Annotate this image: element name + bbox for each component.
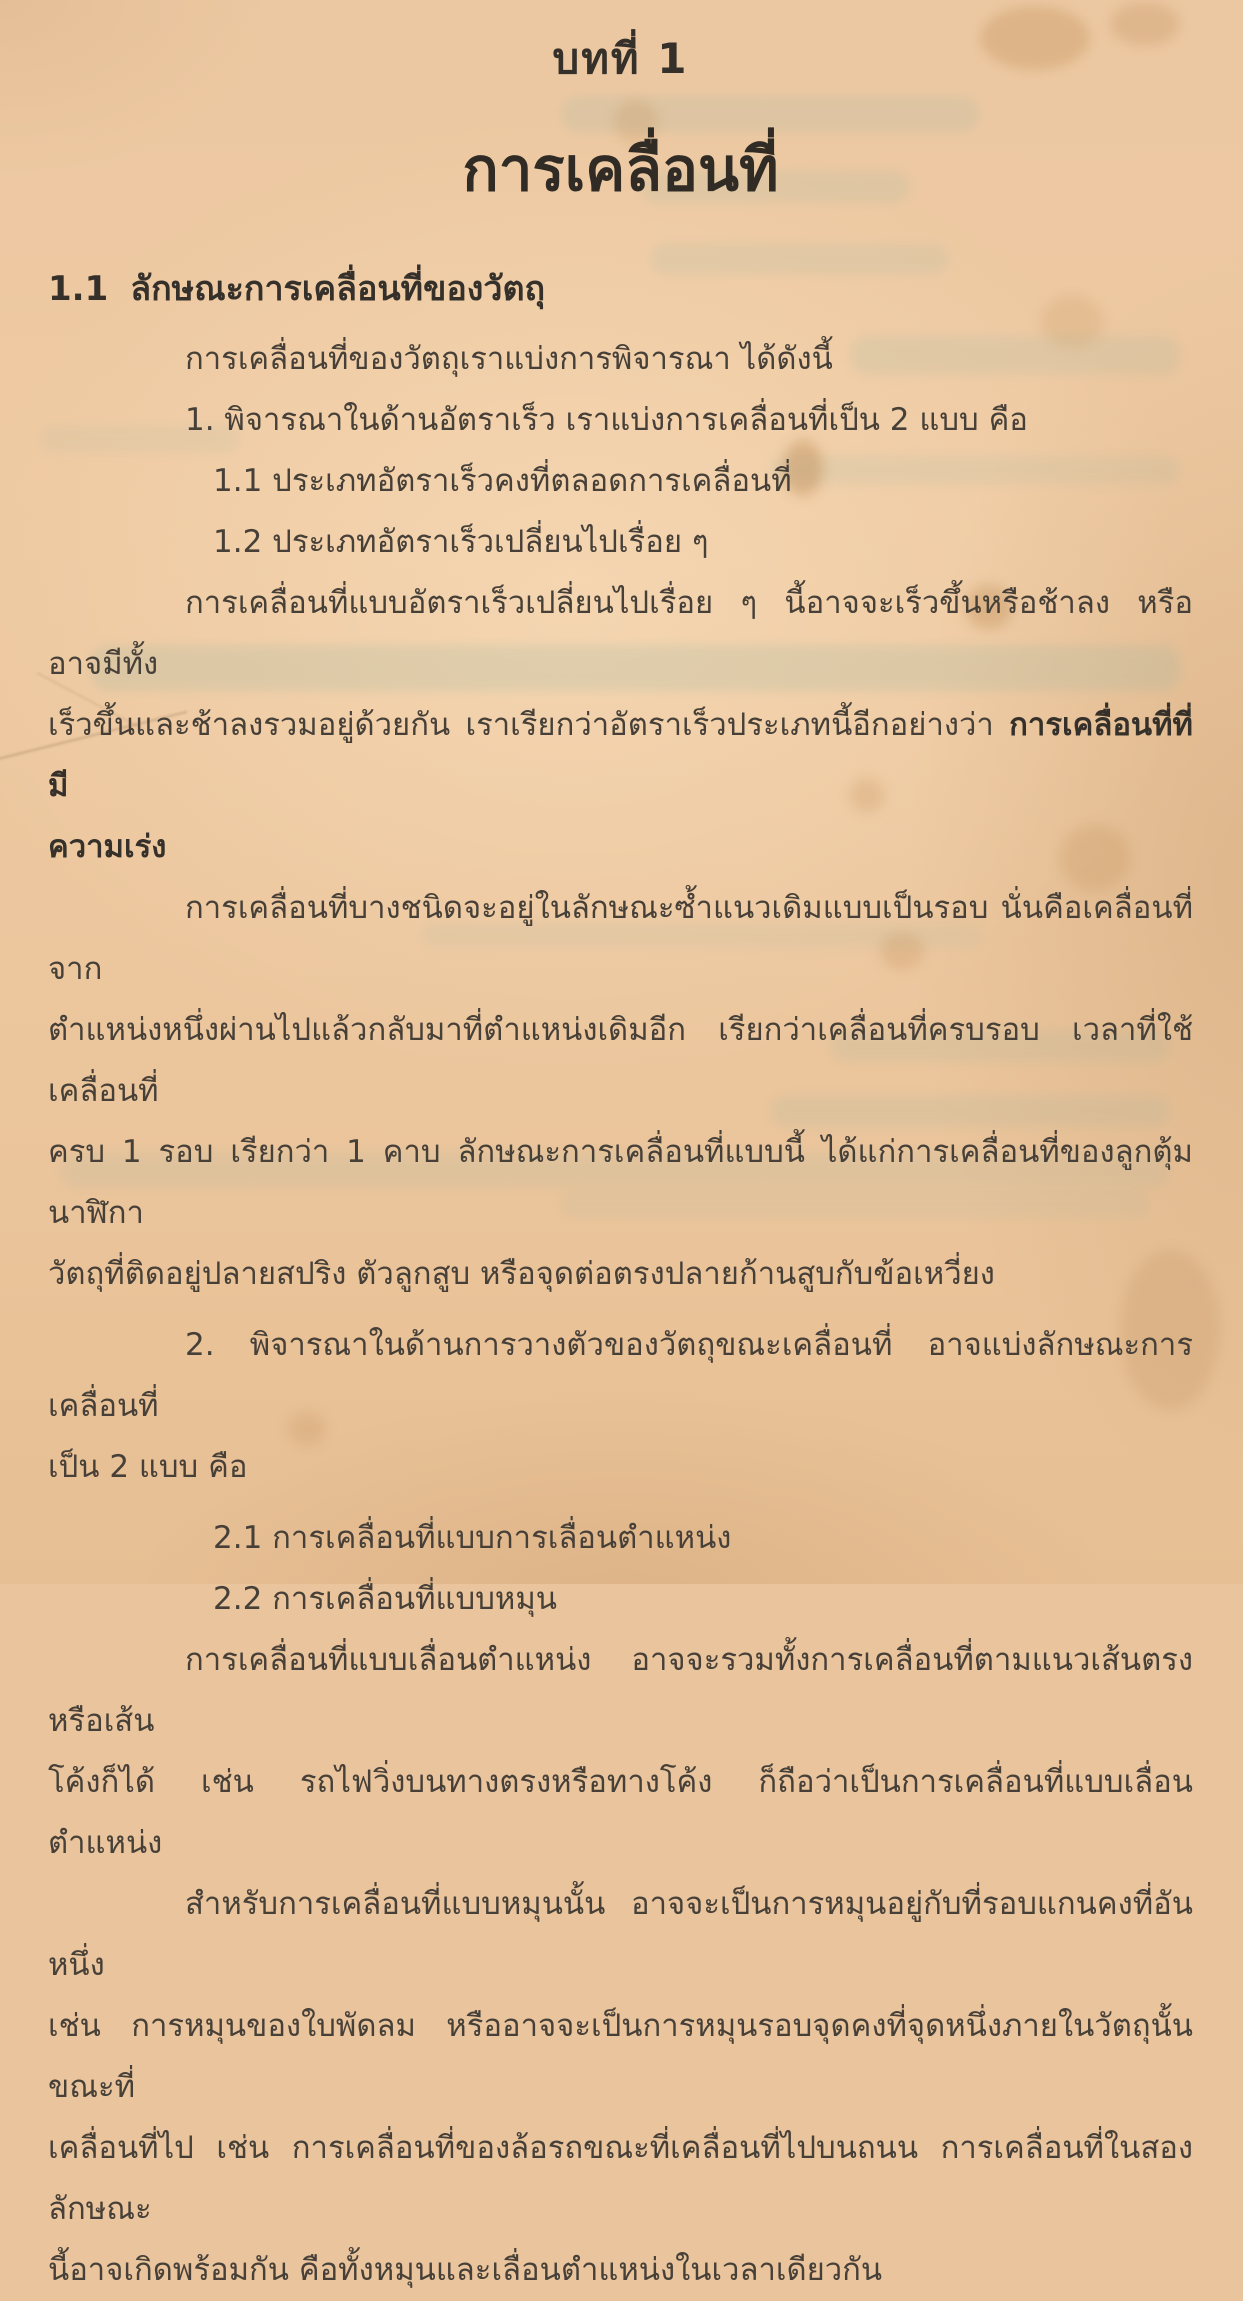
text-line: การเคลื่อนที่แบบเลื่อนตำแหน่ง อาจจะรวมทั้งการเคลื่อนที่ตามแนวเส้นตรงหรือเส้น: [48, 1642, 1193, 1739]
text-line: เป็น 2 แบบ คือ: [48, 1449, 248, 1485]
text-line: โค้งก็ได้ เช่น รถไฟวิ่งบนทางตรงหรือทางโค้ง ก็ถือว่าเป็นการเคลื่อนที่แบบเลื่อนตำแหน่ง: [48, 1764, 1193, 1861]
chapter-label: บทที่ 1: [552, 34, 689, 83]
text-line: ความเร่ง: [48, 829, 167, 865]
text-line: 2.1 การเคลื่อนที่แบบการเลื่อนตำแหน่ง: [213, 1520, 732, 1556]
text-line: วัตถุที่ติดอยู่ปลายสปริง ตัวลูกสูบ หรือจุดต่อตรงปลายก้านสูบกับข้อเหวี่ยง: [48, 1256, 995, 1292]
text-line: 2.2 การเคลื่อนที่แบบหมุน: [213, 1581, 557, 1617]
body-text: [48, 329, 1193, 2301]
text-line: ตำแหน่งหนึ่งผ่านไปแล้วกลับมาที่ตำแหน่งเดิมอีก เรียกว่าเคลื่อนที่ครบรอบ เวลาที่ใช้เคลื่อนที่: [48, 1012, 1193, 1109]
text-line: 2. พิจารณาในด้านการวางตัวของวัตถุขณะเคลื่อนที่ อาจแบ่งลักษณะการเคลื่อนที่: [48, 1327, 1193, 1424]
text-line: การเคลื่อนที่บางชนิดจะอยู่ในลักษณะซ้ำแนวเดิมแบบเป็นรอบ นั่นคือเคลื่อนที่จาก: [48, 890, 1193, 987]
bold-emphasis: การเคลื่อนที่ที่มี: [48, 707, 1193, 804]
page-title: การเคลื่อนที่: [462, 135, 779, 205]
text-line: 1.2 ประเภทอัตราเร็วเปลี่ยนไปเรื่อย ๆ: [213, 524, 709, 560]
text-run: เร็วขึ้นและช้าลงรวมอยู่ด้วยกัน เราเรียกว่าอัตราเร็วประเภทนี้อีกอย่างว่า: [48, 707, 1010, 743]
text-line: การเคลื่อนที่ของวัตถุเราแบ่งการพิจารณา ได้ดังนี้: [185, 341, 833, 377]
text-line: 1. พิจารณาในด้านอัตราเร็ว เราแบ่งการเคลื่อนที่เป็น 2 แบบ คือ: [185, 402, 1028, 438]
section-title: ลักษณะการเคลื่อนที่ของวัตถุ: [130, 269, 546, 309]
section-heading: [48, 261, 1193, 315]
text-line: การเคลื่อนที่แบบอัตราเร็วเปลี่ยนไปเรื่อย ๆ นี้อาจจะเร็วขึ้นหรือช้าลง หรืออาจมีทั้ง: [48, 585, 1193, 682]
text-line: นี้อาจเกิดพร้อมกัน คือทั้งหมุนและเลื่อนตำแหน่งในเวลาเดียวกัน: [48, 2252, 883, 2288]
text-line: ครบ 1 รอบ เรียกว่า 1 คาบ ลักษณะการเคลื่อนที่แบบนี้ ได้แก่การเคลื่อนที่ของลูกตุ้มนาฬิกา: [48, 1134, 1193, 1231]
text-line: เคลื่อนที่ไป เช่น การเคลื่อนที่ของล้อรถขณะที่เคลื่อนที่ไปบนถนน การเคลื่อนที่ในสองลักษณะ: [48, 2130, 1193, 2227]
text-line: 1.1 ประเภทอัตราเร็วคงที่ตลอดการเคลื่อนที่: [213, 463, 792, 499]
text-line-bold-tail: [48, 695, 1193, 817]
text-line: สำหรับการเคลื่อนที่แบบหมุนนั้น อาจจะเป็นการหมุนอยู่กับที่รอบแกนคงที่อันหนึ่ง: [48, 1886, 1193, 1983]
section-number: 1.1: [48, 269, 109, 309]
text-line: เช่น การหมุนของใบพัดลม หรืออาจจะเป็นการหมุนรอบจุดคงที่จุดหนึ่งภายในวัตถุนั้นขณะที่: [48, 2008, 1193, 2105]
